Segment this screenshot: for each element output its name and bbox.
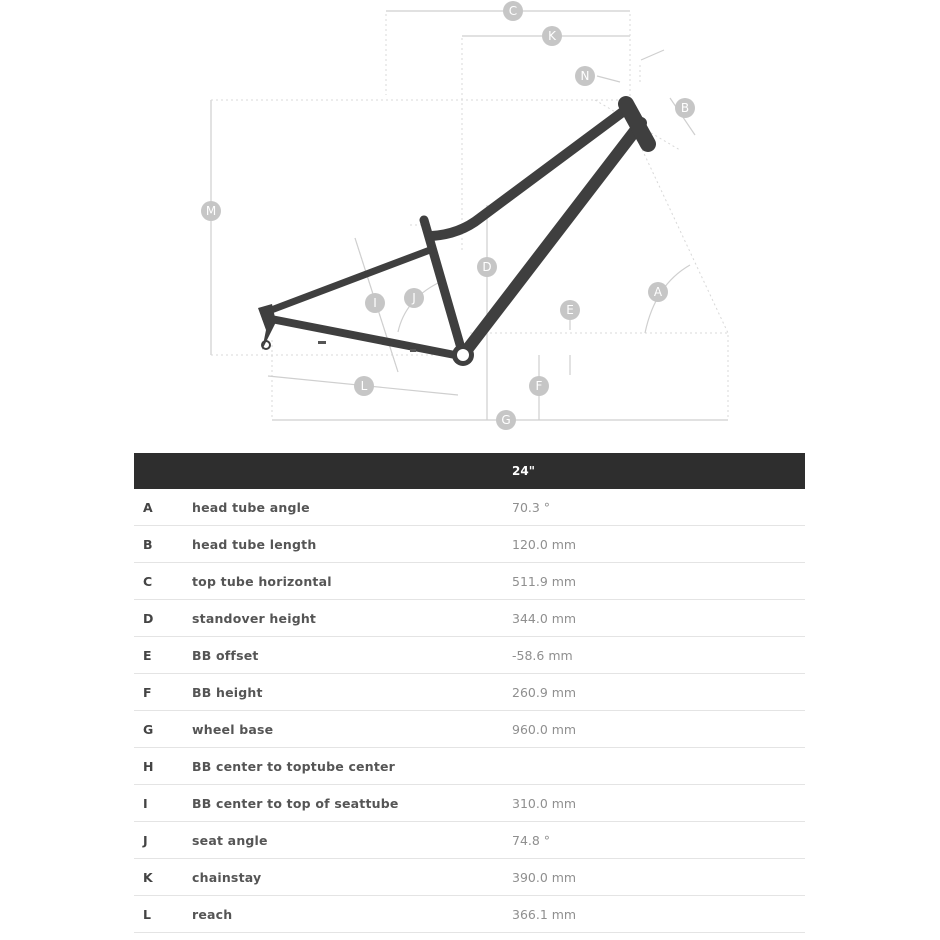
badge-m [201,201,221,221]
badge-d [477,257,497,277]
row-letter: C [134,563,192,600]
badge-k [354,376,374,396]
row-value: 511.9 mm [512,563,805,600]
row-name: reach [192,896,512,933]
row-value: 390.0 mm [512,859,805,896]
badge-b [675,98,695,118]
row-name: standover height [192,600,512,637]
table-row [134,489,805,526]
row-value: 366.1 mm [512,896,805,933]
row-name: head tube angle [192,489,512,526]
svg-text:G: G [501,413,511,427]
table-row [134,711,805,748]
row-letter: J [134,822,192,859]
row-letter: F [134,674,192,711]
svg-text:J: J [412,291,416,305]
row-value: 120.0 mm [512,526,805,563]
row-letter: G [134,711,192,748]
row-letter: L [134,896,192,933]
svg-text:A: A [653,285,663,299]
row-name: head tube length [192,526,512,563]
header-name [192,453,512,489]
row-value: 74.8 ° [512,822,805,859]
svg-text:E: E [566,303,574,317]
badge-c [503,1,523,21]
row-name: BB offset [192,637,512,674]
row-letter: E [134,637,192,674]
row-letter: A [134,489,192,526]
row-name: seat angle [192,822,512,859]
table-row [134,674,805,711]
table-row [134,822,805,859]
badge-j [404,288,424,308]
row-name: BB center to toptube center [192,748,512,785]
svg-text:B: B [680,101,690,115]
row-value: 310.0 mm [512,785,805,822]
badge-i [365,293,385,313]
table-row [134,526,805,563]
row-letter: B [134,526,192,563]
table-row [134,785,805,822]
row-value: 344.0 mm [512,600,805,637]
row-name: BB height [192,674,512,711]
svg-text:F: F [535,379,543,393]
svg-text:C: C [508,4,518,18]
table-row [134,748,805,785]
table-row [134,896,805,933]
svg-text:L: L [360,379,368,393]
row-name: chainstay [192,859,512,896]
row-letter: I [134,785,192,822]
row-letter: H [134,748,192,785]
row-value [512,748,805,785]
row-letter: D [134,600,192,637]
svg-text:K: K [548,29,556,43]
table-row [134,859,805,896]
row-value: 960.0 mm [512,711,805,748]
row-name: BB center to top of seattube [192,785,512,822]
table-header-row [134,453,805,489]
badge-l [542,26,562,46]
badge-e [560,300,580,320]
row-name: wheel base [192,711,512,748]
table-row [134,600,805,637]
badge-a [648,282,668,302]
header-letter [134,453,192,489]
table-row [134,637,805,674]
svg-text:N: N [580,69,590,83]
badge-f [529,376,549,396]
table-row [134,563,805,600]
frame-geometry-diagram [0,0,940,440]
header-size: 24" [512,464,535,478]
row-value: 70.3 ° [512,489,805,526]
bike-frame [258,104,648,366]
row-name: top tube horizontal [192,563,512,600]
badge-g [496,410,516,430]
row-value: 260.9 mm [512,674,805,711]
row-value: -58.6 mm [512,637,805,674]
svg-text:I: I [373,296,377,310]
svg-text:M: M [205,204,217,218]
geometry-table [134,453,805,933]
badge-n [575,66,595,86]
row-letter: K [134,859,192,896]
svg-text:D: D [482,260,492,274]
